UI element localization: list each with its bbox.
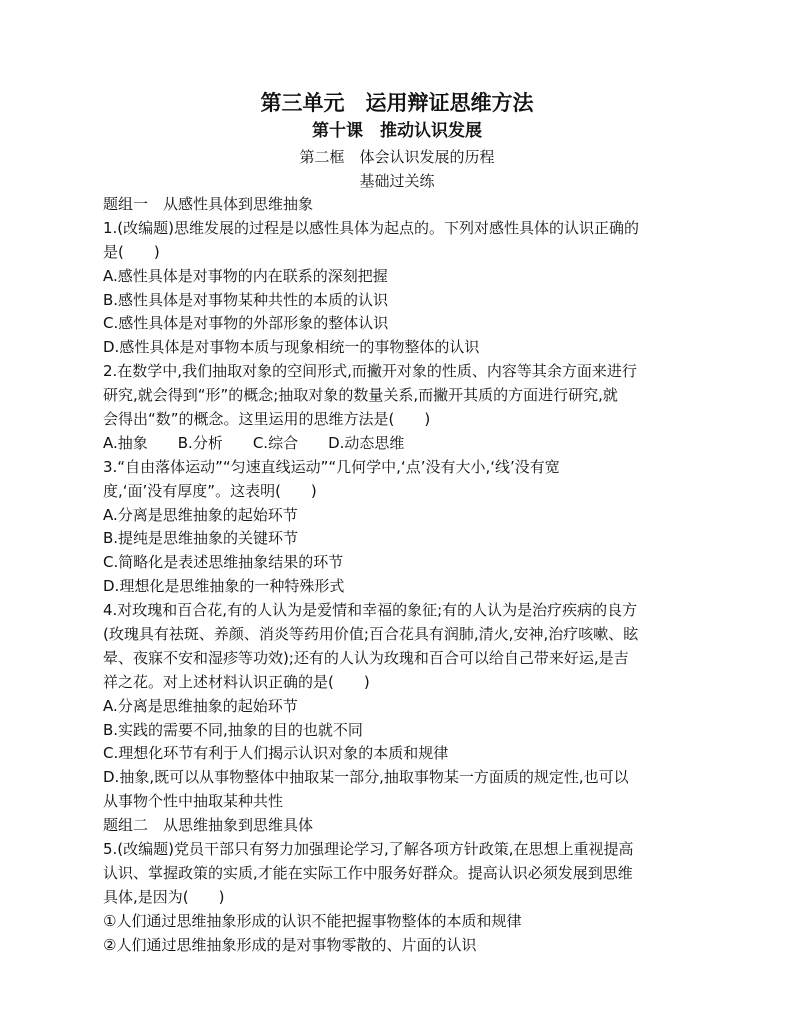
question-body <box>103 193 699 958</box>
statement-line: ②人们通过思维抽象形成的是对事物零散的、片面的认识 <box>103 935 477 954</box>
question-5-stem: 认识、掌握政策的实质,才能在实际工作中服务好群众。提高认识必须发展到思维 <box>103 863 633 882</box>
question-2-stem: 2.在数学中,我们抽取对象的空间形式,而撇开对象的性质、内容等其余方面来进行 <box>103 362 637 381</box>
question-1-stem: 1.(改编题)思维发展的过程是以感性具体为起点的。下列对感性具体的认识正确的 <box>103 218 640 237</box>
question-4-stem: (玫瑰具有祛斑、养颜、消炎等药用价值;百合花具有润肺,清火,安神,治疗咳嗽、眩 <box>103 625 639 644</box>
option-line: D.感性具体是对事物本质与现象相统一的事物整体的认识 <box>103 338 480 357</box>
section-title: 第二框 体会认识发展的历程 <box>299 148 495 166</box>
question-3-stem: 3.“自由落体运动”“匀速直线运动”“几何学中,‘点’没有大小,‘线’没有宽 <box>103 457 560 476</box>
unit-title: 第三单元 运用辩证思维方法 <box>260 91 534 115</box>
question-4-stem: 晕、夜寐不安和湿疹等功效);还有的人认为玫瑰和百合可以给自己带来好运,是吉 <box>103 648 629 667</box>
question-2-stem: 研究,就会得到“形”的概念;抽取对象的数量关系,而撇开其质的方面进行研究,就 <box>103 386 618 405</box>
option-line: B.提纯是思维抽象的关键环节 <box>103 529 299 548</box>
question-4-stem: 祥之花。对上述材料认识正确的是( ) <box>103 672 370 691</box>
group-heading: 题组一 从感性具体到思维抽象 <box>103 195 314 213</box>
option-line: C.感性具体是对事物的外部形象的整体认识 <box>103 314 389 333</box>
option-line: C.简略化是表述思维抽象结果的环节 <box>103 553 344 572</box>
question-2-stem: 会得出“数”的概念。这里运用的思维方法是( ) <box>103 410 431 429</box>
question-1-stem: 是( ) <box>103 242 160 261</box>
option-line: 从事物个性中抽取某种共性 <box>103 792 284 811</box>
option-line: D.抽象,既可以从事物整体中抽取某一部分,抽取事物某一方面质的规定性,也可以 <box>103 768 629 787</box>
option-line: C.理想化环节有利于人们揭示认识对象的本质和规律 <box>103 744 449 763</box>
question-5-stem: 具体,是因为( ) <box>103 887 225 906</box>
question-5-stem: 5.(改编题)党员干部只有努力加强理论学习,了解各项方针政策,在思想上重视提高 <box>103 840 634 859</box>
question-4-stem: 4.对玫瑰和百合花,有的人认为是爱情和幸福的象征;有的人认为是治疗疾病的良方 <box>103 601 638 620</box>
question-3-stem: 度,‘面’没有厚度”。这表明( ) <box>103 481 317 500</box>
option-line: B.感性具体是对事物某种共性的本质的认识 <box>103 290 389 309</box>
option-line: B.实践的需要不同,抽象的目的也就不同 <box>103 720 363 739</box>
option-line: A.分离是思维抽象的起始环节 <box>103 696 298 715</box>
option-line: A.感性具体是对事物的内在联系的深刻把握 <box>103 266 388 285</box>
group-heading: 题组二 从思维抽象到思维具体 <box>103 816 314 835</box>
statement-line: ①人们通过思维抽象形成的认识不能把握事物整体的本质和规律 <box>103 911 522 930</box>
option-line: A.抽象 B.分析 C.综合 D.动态思维 <box>103 433 405 452</box>
practice-title: 基础过关练 <box>359 172 435 190</box>
option-line: A.分离是思维抽象的起始环节 <box>103 505 298 524</box>
lesson-title: 第十课 推动认识发展 <box>312 121 482 141</box>
option-line: D.理想化是思维抽象的一种特殊形式 <box>103 577 345 596</box>
